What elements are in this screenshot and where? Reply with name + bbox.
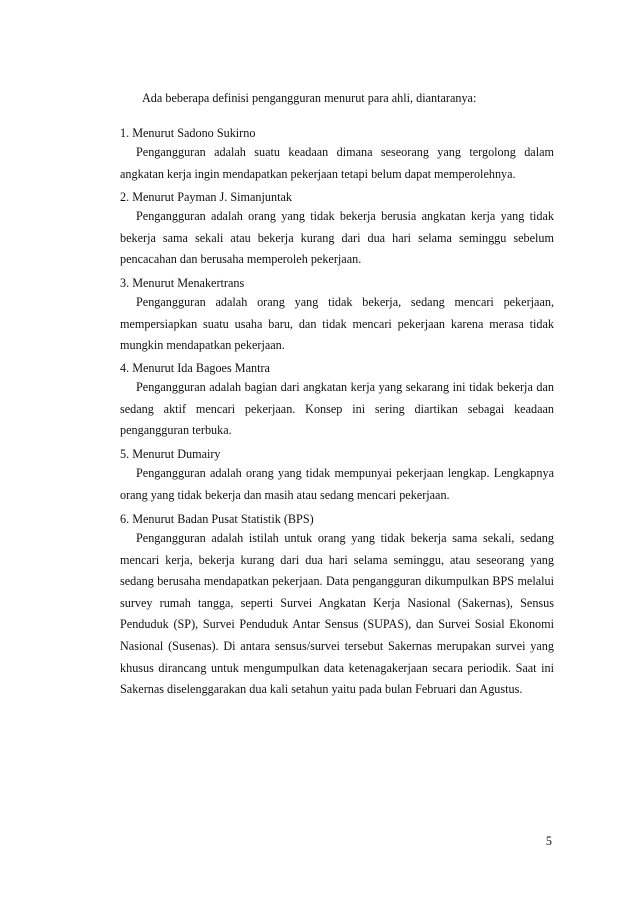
section-body: Pengangguran adalah bagian dari angkatan kerja yang sekarang ini tidak bekerja dan sedang aktif mencari pekerjaan. Konsep ini sering diartikan sebagai keadaan pengangguran terbuka. <box>120 380 554 438</box>
definition-section-3 <box>120 275 554 357</box>
definition-section-1 <box>120 125 554 185</box>
section-title: 4. Menurut Ida Bagoes Mantra <box>120 361 270 375</box>
page-number: 5 <box>545 834 552 848</box>
section-body: Pengangguran adalah orang yang tidak mempunyai pekerjaan lengkap. Lengkapnya orang yang tidak bekerja dan masih atau sedang mencari pekerjaan. <box>120 466 554 502</box>
definition-section-5 <box>120 446 554 506</box>
definition-section-2 <box>120 189 554 271</box>
section-title: 5. Menurut Dumairy <box>120 447 221 461</box>
section-title: 6. Menurut Badan Pusat Statistik (BPS) <box>120 512 314 526</box>
section-body: Pengangguran adalah istilah untuk orang yang tidak bekerja sama sekali, sedang mencari kerja, bekerja kurang dari dua hari selama seminggu, atau seseorang yang sedang berusaha mendapatkan pekerjaan. Data pengangguran dikumpulkan BPS melalui survey rumah tangga, seperti Survei Angkatan Kerja Nasional (Sakernas), Sensus Penduduk (SP), Survei Penduduk Antar Sensus (SUPAS), dan Survei Sosial Ekonomi Nasional (Susenas). Di antara sensus/survei tersebut Sakernas merupakan survei yang khusus dirancang untuk mengumpulkan data ketenagakerjaan secara periodik. Saat ini Sakernas diselenggarakan dua kali setahun yaitu pada bulan Februari dan Agustus. <box>120 531 554 697</box>
section-title: 3. Menurut Menakertrans <box>120 276 245 290</box>
section-title: 2. Menurut Payman J. Simanjuntak <box>120 190 292 204</box>
section-body: Pengangguran adalah orang yang tidak bekerja berusia angkatan kerja yang tidak bekerja sama sekali atau bekerja kurang dari dua hari selama seminggu sebelum pencacahan dan berusaha memperoleh pekerjaan. <box>120 209 554 267</box>
section-body: Pengangguran adalah suatu keadaan dimana seseorang yang tergolong dalam angkatan kerja ingin mendapatkan pekerjaan tetapi belum dapat memperolehnya. <box>120 145 554 181</box>
section-title: 1. Menurut Sadono Sukirno <box>120 126 256 140</box>
section-body: Pengangguran adalah orang yang tidak bekerja, sedang mencari pekerjaan, mempersiapkan suatu usaha baru, dan tidak mencari pekerjaan karena merasa tidak mungkin mendapatkan pekerjaan. <box>120 295 554 353</box>
definition-section-6 <box>120 511 554 701</box>
intro-paragraph: Ada beberapa definisi pengangguran menurut para ahli, diantaranya: <box>142 91 477 105</box>
definition-section-4 <box>120 360 554 442</box>
